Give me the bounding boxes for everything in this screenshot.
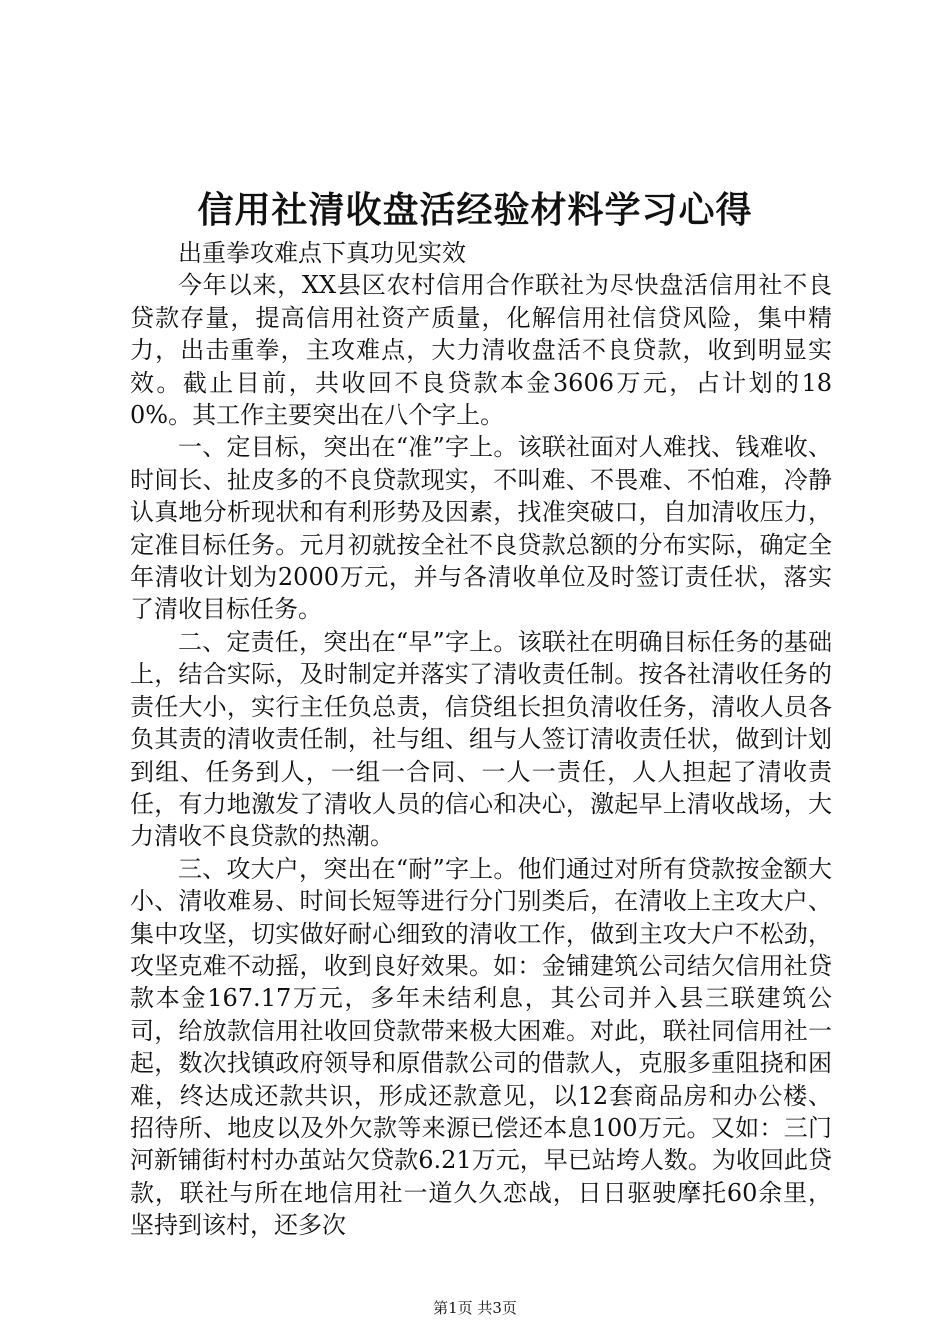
section-one-paragraph: 一、定目标，突出在“准”字上。该联社面对人难找、钱难收、时间长、扯皮多的不良贷款现实，不叫难、不畏难、不怕难，冷静认真地分析现状和有利形势及因素，找准突破口，自加清收压力，定准目标任务。元月初就按全社不良贷款总额的分布实际，确定全年清收计划为2000万元，并与各清收单位及时签订责任状，落实了清收目标任务。 <box>130 433 832 624</box>
document-title: 信用社清收盘活经验材料学习心得 <box>197 189 753 231</box>
document-body <box>130 237 832 1242</box>
section-two-paragraph: 二、定责任，突出在“早”字上。该联社在明确目标任务的基础上，结合实际，及时制定并落实了清收责任制。按各社清收任务的责任大小，实行主任负总责，信贷组长担负清收任务，清收人员各负其责的清收责任制，社与组、组与人签订清收责任状，做到计划到组、任务到人，一组一合同、一人一责任，人人担起了清收责任，有力地激发了清收人员的信心和决心，激起早上清收战场，大力清收不良贷款的热潮。 <box>130 627 832 851</box>
intro-paragraph: 今年以来，XX县区农村信用合作联社为尽快盘活信用社不良贷款存量，提高信用社资产质量，化解信用社信贷风险，集中精力，出击重拳，主攻难点，大力清收盘活不良贷款，收到明显实效。截止目前，共收回不良贷款本金3606万元，占计划的180%。其工作主要突出在八个字上。 <box>130 271 832 430</box>
section-three-paragraph: 三、攻大户，突出在“耐”字上。他们通过对所有贷款按金额大小、清收难易、时间长短等进行分门别类后，在清收上主攻大户、集中攻坚，切实做好耐心细致的清收工作，做到主攻大户不松劲，攻坚克难不动摇，收到良好效果。如：金铺建筑公司结欠信用社贷款本金167.17万元，多年未结利息，其公司并入县三联建筑公司，给放款信用社收回贷款带来极大困难。对此，联社同信用社一起，数次找镇政府领导和原借款公司的借款人，克服多重阻挠和困难，终达成还款共识，形成还款意见，以12套商品房和办公楼、招待所、地皮以及外欠款等来源已偿还本息100万元。又如：三门河新铺街村村办茧站欠贷款6.21万元，早已站垮人数。为收回此贷款，联社与所在地信用社一道久久恋战，日日驱驶摩托60余里，坚持到该村，还多次 <box>130 854 832 1240</box>
subtitle-paragraph: 出重拳攻难点下真功见实效 <box>178 239 466 267</box>
page-number-footer: 第1页 共3页 <box>433 1299 517 1317</box>
